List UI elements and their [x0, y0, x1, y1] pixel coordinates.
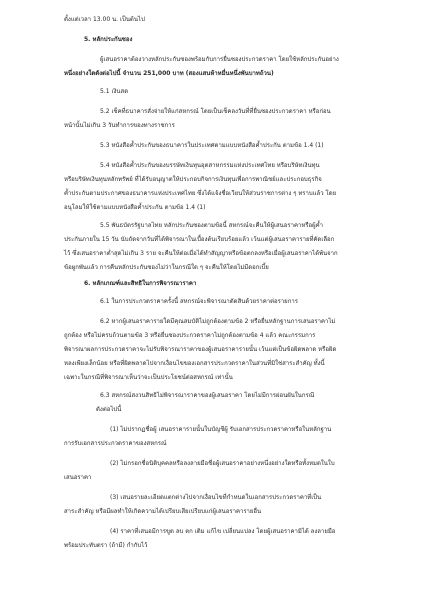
- item-6-2: พิจารณาผลการประกวดราคาจะไม่รับพิจารณาราคาของผู้เสนอราคารายนั้น เว้นแต่เป็นข้อผิดพลาด หรือผิด: [64, 346, 337, 353]
- item-5-1: 5.1 เงินสด: [100, 88, 129, 95]
- section-5-text: หนึ่งอย่างใดดังต่อไปนี้ จำนวน 251,000 บาท (สองแสนห้าหมื่นหนึ่งพันบาทถ้วน): [64, 70, 274, 77]
- item-6-3: 6.3 สหกรณ์สงวนสิทธิไม่พิจารณาราคาของผู้เสนอราคา โดยไม่มีการผ่อนผันในกรณี: [100, 392, 315, 399]
- section-5-text: ผู้เสนอราคาต้องวางหลักประกันซองพร้อมกับการยื่นซองประกวดราคา โดยใช้หลักประกันอย่าง: [100, 56, 339, 63]
- item-5-4: หรือบริษัทเงินทุนหลักทรัพย์ ที่ได้รับอนุญาตให้ประกอบกิจการเงินทุนเพื่อการพาณิชย์และประกอบธุรกิจ: [64, 176, 322, 183]
- item-6-2: เฉพาะในกรณีที่พิจารณาเห็นว่าจะเป็นประโยชน์ต่อสหกรณ์ เท่านั้น: [64, 374, 233, 381]
- item-6-2: 6.2 หากผู้เสนอราคารายใดมีคุณสมบัติไม่ถูกต้องตามข้อ 2 หรือยื่นหลักฐานการเสนอราคาไม่: [100, 318, 336, 325]
- intro-line: ตั้งแต่เวลา 13.00 น. เป็นต้นไป: [64, 16, 145, 23]
- item-6-2: หลงเพียงเล็กน้อย หรือที่ผิดพลาดไปจากเงื่อนไขของเอกสารประกวดราคาในส่วนที่มิใช่สาระสำคัญ ทั้งนี้: [64, 360, 325, 367]
- subitem-4: พร้อมประทับตรา (ถ้ามี) กำกับไว้: [64, 542, 148, 549]
- item-6-1: 6.1 ในการประกวดราคาครั้งนี้ สหกรณ์จะพิจารณาตัดสินด้วยราคาต่อรายการ: [100, 298, 298, 305]
- subitem-1: การรับเอกสารประกวดราคาของสหกรณ์: [64, 440, 167, 447]
- item-5-5: ข้อผูกพันแล้ว การคืนหลักประกันซองไม่ว่าในกรณีใด ๆ จะคืนให้โดยไม่มีดอกเบี้ย: [64, 264, 269, 271]
- subitem-2: (2) ไม่กรอกชื่อนิติบุคคลหรือลงลายมือชื่อผู้เสนอราคาอย่างหนึ่งอย่างใดหรือทั้งหมดในใบ: [110, 460, 335, 467]
- item-5-4: อนุโลมให้ใช้ตามแบบหนังสือค้ำประกัน ตามข้อ 1.4 (1): [64, 204, 206, 211]
- item-5-3: 5.3 หนังสือค้ำประกันของธนาคารในประเทศตามแบบหนังสือค้ำประกัน ตามข้อ 1.4 (1): [100, 142, 324, 149]
- subitem-2: เสนอราคา: [64, 474, 92, 481]
- section-5-heading: 5. หลักประกันซอง: [84, 36, 133, 43]
- item-6-2: ถูกต้อง หรือไม่ครบถ้วนตามข้อ 3 หรือยื่นซองประกวดราคาไม่ถูกต้องตามข้อ 4 แล้ว คณะกรรมการ: [64, 332, 316, 339]
- subitem-4: (4) ราคาที่เสนอมีการขูด ลบ ตก เติม แก้ไข เปลี่ยนแปลง โดยผู้เสนอราคามิได้ ลงลายมือ: [110, 528, 336, 535]
- item-5-4: 5.4 หนังสือค้ำประกันของบรรษัทเงินทุนอุตสาหกรรมแห่งประเทศไทย หรือบริษัทเงินทุน: [100, 162, 320, 169]
- subitem-3: (3) เสนอรายละเอียดแตกต่างไปจากเงื่อนไขที่กำหนดในเอกสารประกวดราคาที่เป็น: [110, 494, 322, 501]
- item-5-4: ค้ำประกันตามประกาศของธนาคารแห่งประเทศไทย ซึ่งได้แจ้งชื่อเวียนให้ส่วนราชการต่าง ๆ ทราบแล้ว โดย: [64, 190, 337, 197]
- item-5-2: 5.2 เช็คที่ธนาคารสั่งจ่ายให้แก่สหกรณ์ โดยเป็นเช็คลงวันที่ที่ยื่นซองประกวดราคา หรือก่อน: [100, 108, 331, 115]
- item-5-5: 5.5 พันธบัตรรัฐบาลไทย หลักประกันซองตามข้อนี้ สหกรณ์จะคืนให้ผู้เสนอราคาหรือผู้ค้ำ: [100, 222, 324, 229]
- item-6-3: ดังต่อไปนี้: [96, 406, 122, 413]
- section-6-heading: 6. หลักเกณฑ์และสิทธิในการพิจารณาราคา: [84, 280, 197, 287]
- item-5-2: หน้านั้นไม่เกิน 3 วันทำการของทางราชการ: [64, 122, 175, 129]
- item-5-5: ประกันภายใน 15 วัน นับถัดจากวันที่ได้พิจารณาในเบื้องต้นเรียบร้อยแล้ว เว้นแต่ผู้เสนอราคารายที่คัดเลือก: [64, 236, 335, 243]
- subitem-1: (1) ไม่ปรากฏชื่อผู้ เสนอราคารายนั้นในบัญชีผู้ รับเอกสารประกวดราคาหรือในหลักฐาน: [110, 426, 332, 433]
- item-5-5: ไว้ ซึ่งเสนอราคาต่ำสุดไม่เกิน 3 ราย จะคืนให้ต่อเมื่อได้ทำสัญญาหรือข้อตกลงหรือเมื่อผู้เสนอราคาได้พ้นจาก: [64, 250, 338, 257]
- subitem-3: สาระสำคัญ หรือมีผลทำให้เกิดความได้เปรียบเสียเปรียบแก่ผู้เสนอราคารายอื่น: [64, 508, 262, 515]
